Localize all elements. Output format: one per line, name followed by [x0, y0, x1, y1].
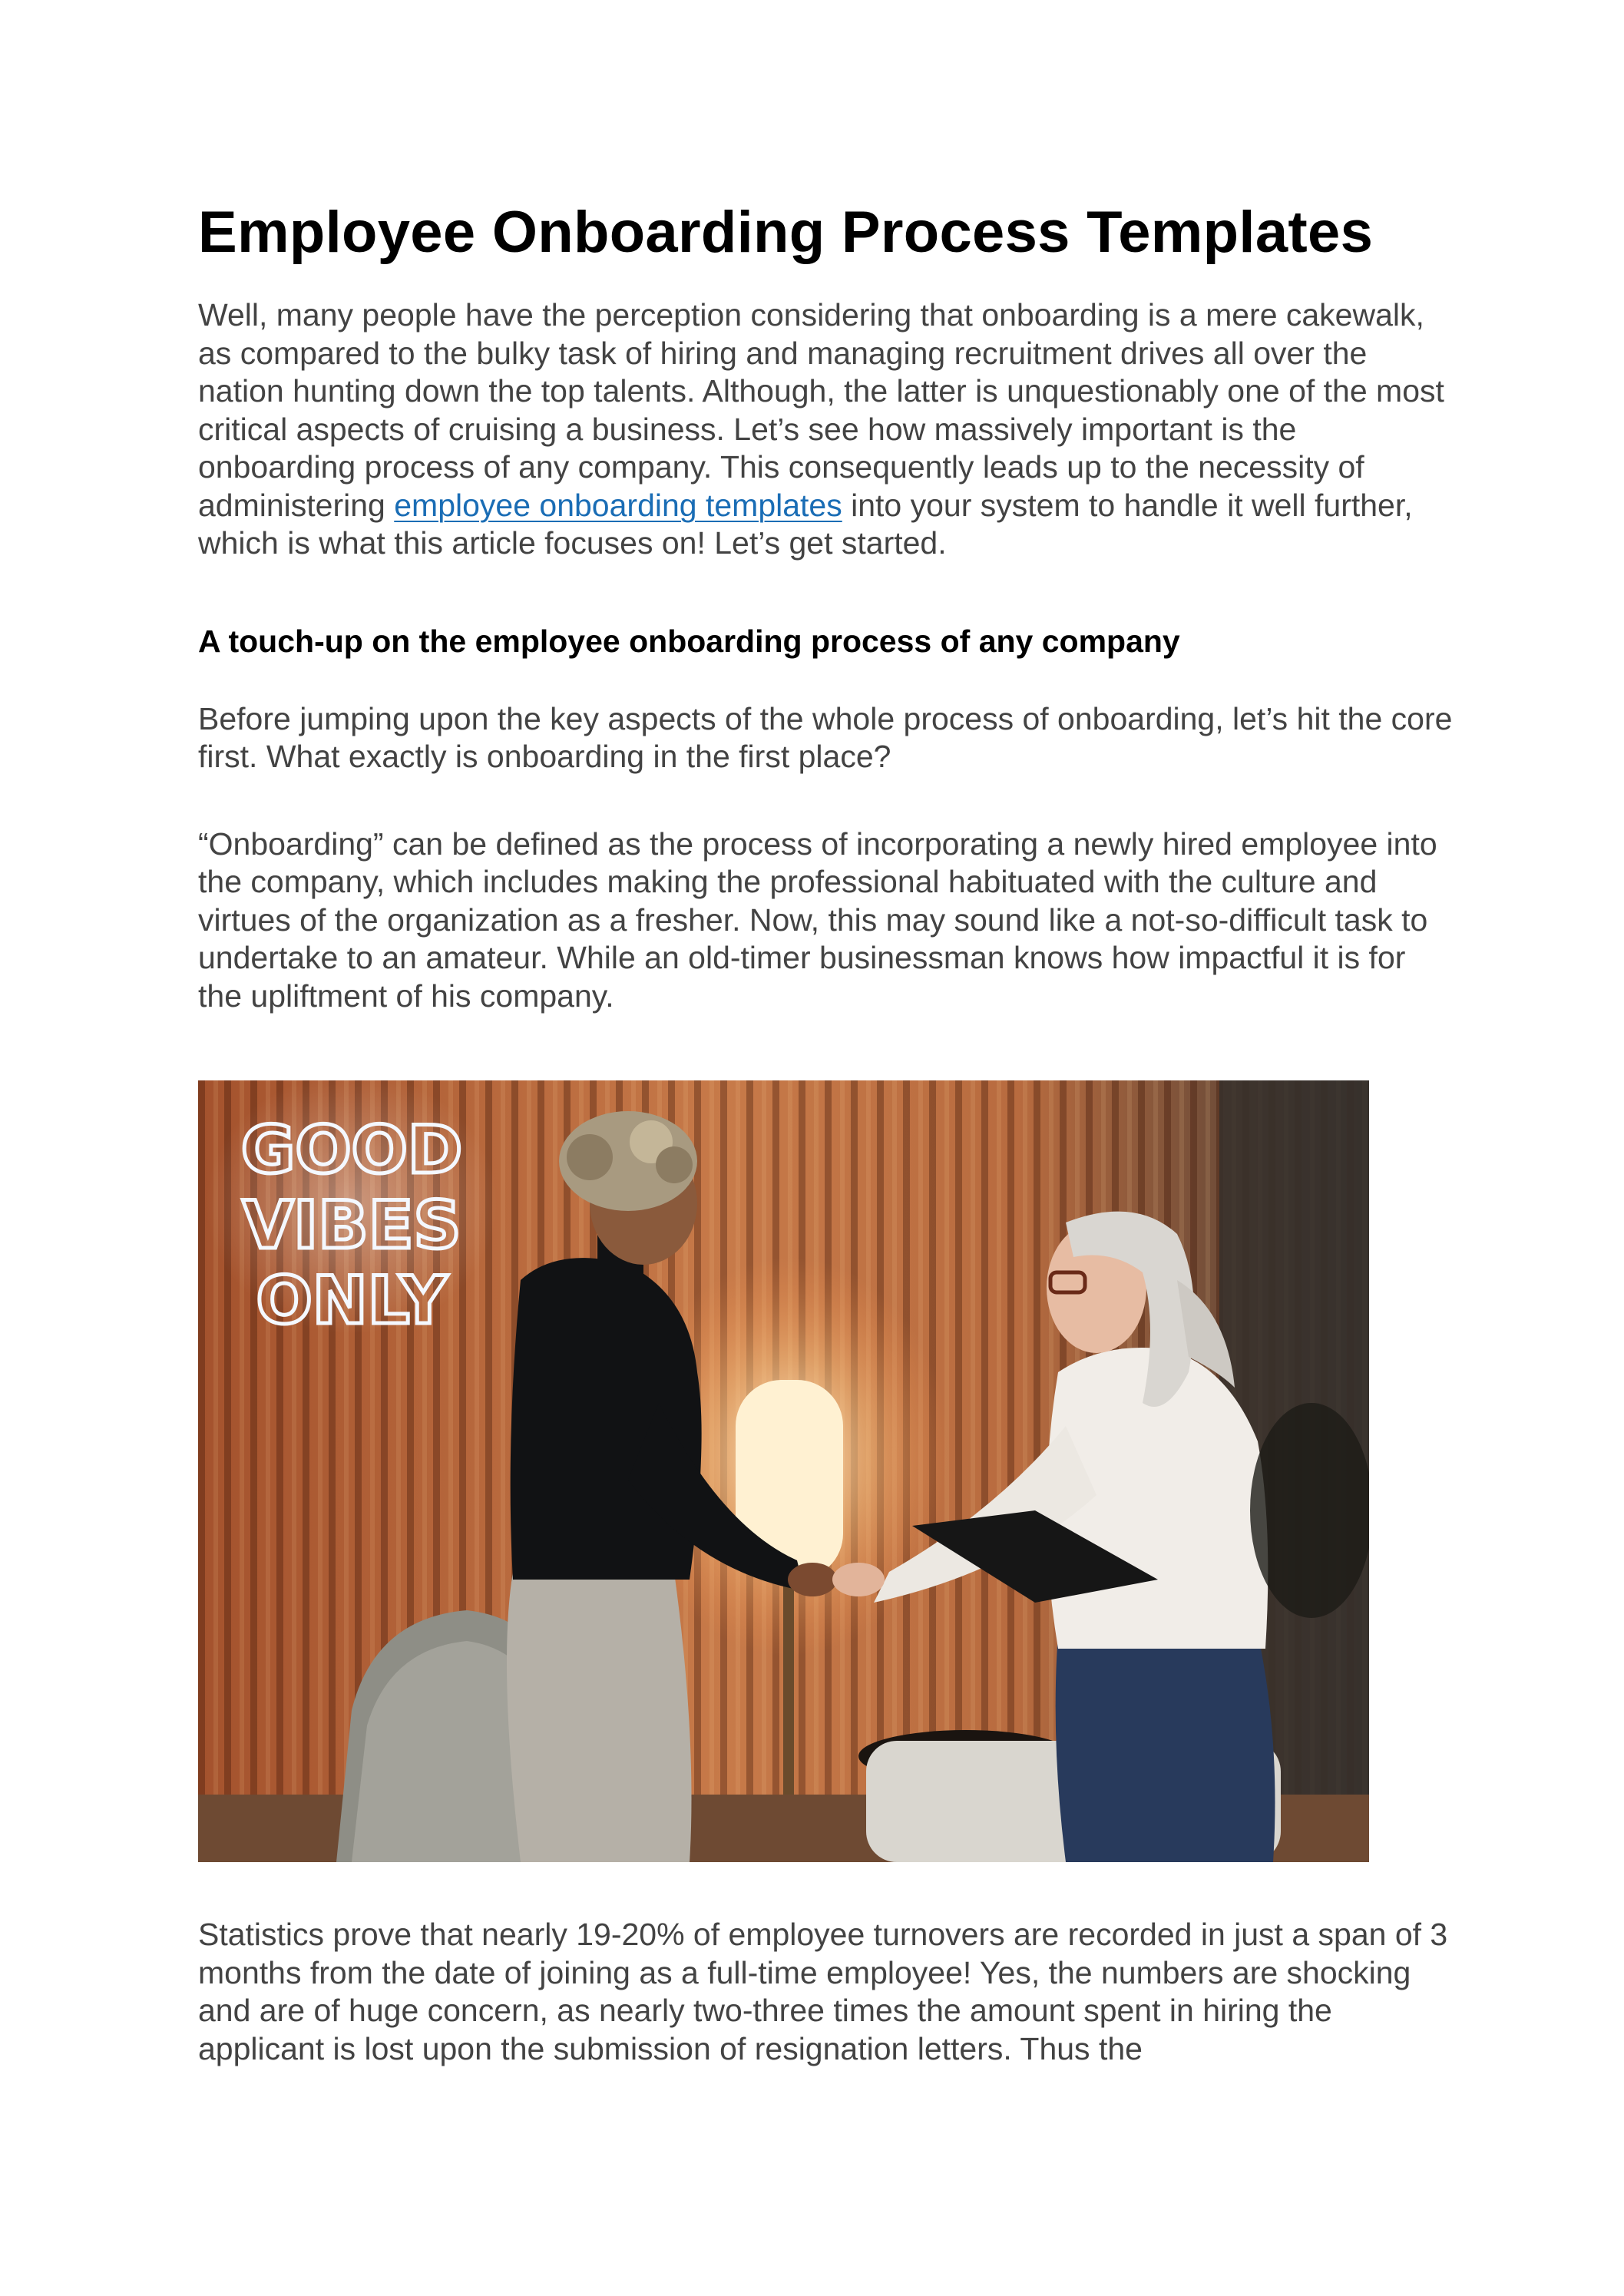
document-page: [198, 198, 1457, 2068]
intro-paragraph: [198, 296, 1457, 563]
onboarding-templates-link[interactable]: employee onboarding templates: [394, 487, 842, 523]
neon-line-3: ONLY: [256, 1262, 448, 1339]
page-title: Employee Onboarding Process Templates: [198, 200, 1374, 265]
paragraph-onboarding-definition: “Onboarding” can be defined as the process of incorporating a newly hired employee into the company, which includes making the professional habituated with the culture and virtues of the organization as a fresher. Now, this may sound like a not-so-difficult task to undertake to an amateur. While an old-timer businessman knows how impactful it is for the upliftment of his company.: [198, 825, 1437, 1014]
neon-line-1: GOOD: [240, 1112, 463, 1189]
handshake-photo: [198, 1080, 1369, 1862]
paragraph-what-is-onboarding: Before jumping upon the key aspects of the whole process of onboarding, let’s hit the core first. What exactly is onboarding in the first place?: [198, 700, 1453, 774]
neon-sign: [241, 1112, 462, 1339]
intro-text-after-link: into your system to handle it well further, which is what this article focuses on! Let’s get started.: [198, 487, 1413, 561]
paragraph-statistics: Statistics prove that nearly 19-20% of employee turnovers are recorded in just a span of 3 months from the date of joining as a full-time employee! Yes, the numbers are shocking and are of huge concern, as nearly two-three times the amount spent in hiring the applicant is lost upon the submission of resignation letters. Thus the: [198, 1917, 1448, 2066]
intro-text-before-link: Well, many people have the perception considering that onboarding is a mere cakewalk, as compared to the bulky task of hiring and managing recruitment drives all over the nation hunting down the top talents. Although, the latter is unquestionably one of the most critical aspects of cruising a business. Let’s see how massively important is the onboarding process of any company. This consequently leads up to the necessity of administering: [198, 297, 1444, 523]
neon-line-2: VIBES: [242, 1187, 461, 1264]
section-heading: A touch-up on the employee onboarding process of any company: [198, 623, 1180, 659]
